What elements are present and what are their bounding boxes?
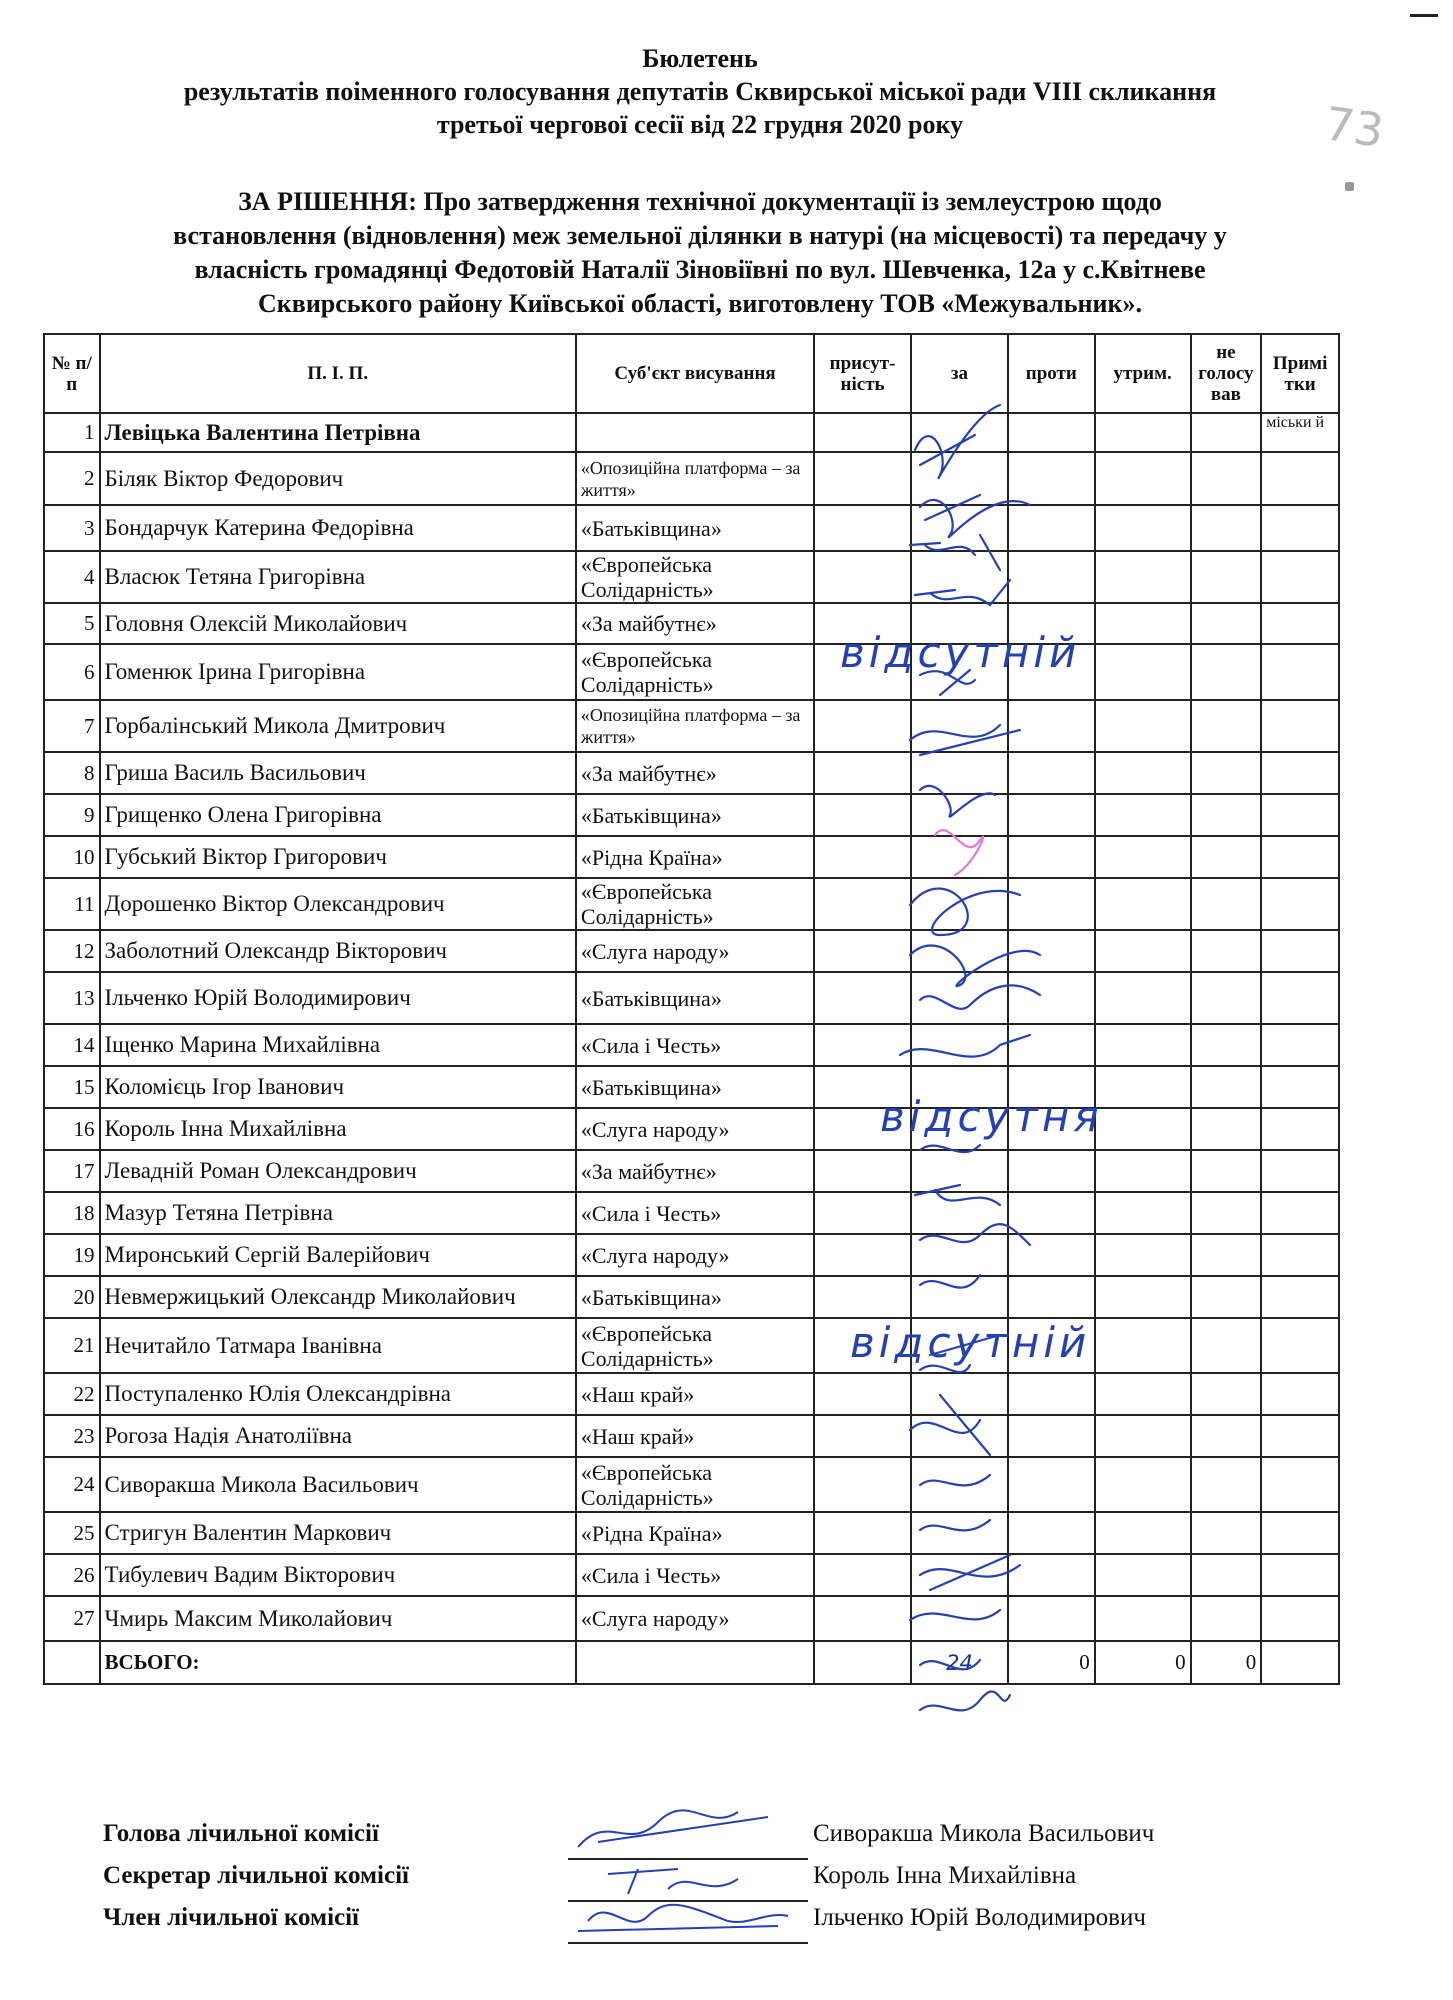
abstain-cell [1095, 1596, 1191, 1641]
row-number: 2 [44, 452, 100, 505]
signature-row-12 [920, 985, 1040, 1008]
not-voted-cell [1191, 1415, 1262, 1457]
abstain-cell [1095, 1276, 1191, 1318]
notes-cell [1261, 1554, 1339, 1596]
vote-table-body [44, 413, 1339, 1641]
member-row [103, 1904, 1303, 1946]
notes-cell [1261, 1457, 1339, 1512]
notes-cell [1261, 930, 1339, 972]
not-voted-cell [1191, 1108, 1262, 1150]
deputy-name: Коломієць Ігор Іванович [100, 1066, 576, 1108]
notes-cell [1261, 752, 1339, 794]
total-for: 24 [911, 1641, 1008, 1684]
row-number: 1 [44, 413, 100, 452]
table-row [44, 1108, 1339, 1150]
decision-line-4: Сквирського району Київської області, виготовлену ТОВ «Межувальник». [258, 289, 1142, 318]
table-row [44, 1596, 1339, 1641]
header-for: за [911, 334, 1008, 413]
notes-cell [1261, 603, 1339, 644]
absent-mark-row-14: відсутня [880, 1092, 1103, 1141]
nominating-party: «Батьківщина» [576, 505, 814, 551]
notes-cell [1261, 1318, 1339, 1373]
decision-line-2: встановлення (відновлення) меж земельної ділянки в натурі (на місцевості) та передачу у [173, 221, 1227, 250]
decision-line-1: ЗА РІШЕННЯ: Про затвердження технічної документації із землеустрою щодо [238, 187, 1162, 216]
nominating-party: «Європейська Солідарність» [576, 1318, 814, 1373]
signature-row-3 [910, 535, 1000, 570]
not-voted-cell [1191, 1318, 1262, 1373]
total-not-voted: 0 [1191, 1641, 1262, 1684]
deputy-name: Дорошенко Віктор Олександрович [100, 878, 576, 930]
deputy-name: Губський Віктор Григорович [100, 836, 576, 878]
deputy-name: Власюк Тетяна Григорівна [100, 551, 576, 603]
abstain-cell [1095, 413, 1191, 452]
nominating-party: «Сила і Честь» [576, 1024, 814, 1066]
table-row [44, 1554, 1339, 1596]
abstain-cell [1095, 1512, 1191, 1554]
signature-row-4 [915, 580, 1010, 605]
notes-cell [1261, 1192, 1339, 1234]
not-voted-cell [1191, 413, 1262, 452]
signature-row-16 [915, 1185, 1000, 1205]
deputy-name: Чмирь Максим Миколайович [100, 1596, 576, 1641]
notes-cell [1261, 1276, 1339, 1318]
deputy-name: Стригун Валентин Маркович [100, 1512, 576, 1554]
notes-cell [1261, 1415, 1339, 1457]
not-voted-cell [1191, 700, 1262, 752]
not-voted-cell [1191, 1150, 1262, 1192]
row-number: 15 [44, 1066, 100, 1108]
table-row [44, 1192, 1339, 1234]
handwritten-page-number: 73 [1321, 96, 1388, 158]
notes-cell: міськи й [1261, 413, 1339, 452]
total-party-cell [576, 1641, 814, 1684]
row-number: 26 [44, 1554, 100, 1596]
not-voted-cell [1191, 836, 1262, 878]
secretary-name: Король Інна Михайлівна [813, 1862, 1077, 1889]
deputy-name: Заболотний Олександр Вікторович [100, 930, 576, 972]
not-voted-cell [1191, 1234, 1262, 1276]
row-number: 14 [44, 1024, 100, 1066]
decision-line-3: власність громадянці Федотовій Наталії Зіновіївні по вул. Шевченка, 12а у с.Квітневе [194, 255, 1206, 284]
bulletin-subtitle-1: результатів поіменного голосування депутатів Сквирської міської ради VIII скликання [183, 77, 1217, 106]
abstain-cell [1095, 930, 1191, 972]
notes-cell [1261, 551, 1339, 603]
scan-speck [1345, 182, 1354, 191]
table-row [44, 700, 1339, 752]
row-number: 4 [44, 551, 100, 603]
abstain-cell [1095, 1066, 1191, 1108]
table-row [44, 1415, 1339, 1457]
table-row [44, 603, 1339, 644]
deputy-name: Невмержицький Олександр Миколайович [100, 1276, 576, 1318]
signature-row-2 [920, 495, 1030, 537]
nominating-party: «Слуга народу» [576, 1596, 814, 1641]
table-row [44, 1457, 1339, 1512]
notes-cell [1261, 1234, 1339, 1276]
signature-row-22 [920, 1475, 990, 1485]
row-number: 20 [44, 1276, 100, 1318]
not-voted-cell [1191, 1373, 1262, 1415]
not-voted-cell [1191, 505, 1262, 551]
nominating-party: «Слуга народу» [576, 1234, 814, 1276]
abstain-cell [1095, 836, 1191, 878]
abstain-cell [1095, 1024, 1191, 1066]
member-role: Член лічильної комісії [103, 1904, 360, 1931]
total-num-cell [44, 1641, 100, 1684]
notes-cell [1261, 505, 1339, 551]
abstain-cell [1095, 603, 1191, 644]
table-row [44, 1024, 1339, 1066]
abstain-cell [1095, 505, 1191, 551]
row-number: 6 [44, 644, 100, 700]
row-number: 27 [44, 1596, 100, 1641]
abstain-cell [1095, 1234, 1191, 1276]
deputy-name: Головня Олексій Миколайович [100, 603, 576, 644]
deputy-name: Поступаленко Юлія Олександрівна [100, 1373, 576, 1415]
row-number: 16 [44, 1108, 100, 1150]
row-number: 23 [44, 1415, 100, 1457]
nominating-party: «Рідна Країна» [576, 836, 814, 878]
decision-text [60, 185, 1340, 321]
signature-row-15 [920, 1145, 980, 1152]
signature-row-24 [920, 1555, 1020, 1590]
deputy-name: Левіцька Валентина Петрівна [100, 413, 576, 452]
notes-cell [1261, 794, 1339, 836]
table-row [44, 1150, 1339, 1192]
table-row [44, 1318, 1339, 1373]
abstain-cell [1095, 878, 1191, 930]
abstain-cell [1095, 1373, 1191, 1415]
row-number: 25 [44, 1512, 100, 1554]
deputy-name: Король Інна Михайлівна [100, 1108, 576, 1150]
not-voted-cell [1191, 972, 1262, 1024]
total-notes-cell [1261, 1641, 1339, 1684]
table-row [44, 1066, 1339, 1108]
notes-cell [1261, 836, 1339, 878]
deputy-name: Гриша Василь Васильович [100, 752, 576, 794]
row-number: 11 [44, 878, 100, 930]
row-number: 5 [44, 603, 100, 644]
notes-cell [1261, 1373, 1339, 1415]
header-not-voted: не голосу вав [1191, 334, 1262, 413]
deputy-name: Іщенко Марина Михайлівна [100, 1024, 576, 1066]
not-voted-cell [1191, 1024, 1262, 1066]
not-voted-cell [1191, 603, 1262, 644]
nominating-party: «Рідна Країна» [576, 1512, 814, 1554]
nominating-party: «За майбутнє» [576, 603, 814, 644]
signature-row-9 [935, 830, 983, 875]
abstain-cell [1095, 700, 1191, 752]
abstain-cell [1095, 551, 1191, 603]
nominating-party: «Сила і Честь» [576, 1554, 814, 1596]
nominating-party: «Європейська Солідарність» [576, 878, 814, 930]
not-voted-cell [1191, 644, 1262, 700]
table-row [44, 644, 1339, 700]
nominating-party [576, 413, 814, 452]
header-name: П. І. П. [100, 334, 576, 413]
deputy-name: Горбалінський Микола Дмитрович [100, 700, 576, 752]
signature-row-11 [910, 946, 1040, 987]
notes-cell [1261, 452, 1339, 505]
nominating-party: «Європейська Солідарність» [576, 551, 814, 603]
nominating-party: «Батьківщина» [576, 972, 814, 1024]
header-against: проти [1008, 334, 1095, 413]
signature-row-17 [920, 1224, 1030, 1245]
table-row [44, 972, 1339, 1024]
not-voted-cell [1191, 752, 1262, 794]
nominating-party: «Опозиційна платформа – за життя» [576, 452, 814, 505]
header-notes: Примі тки [1261, 334, 1339, 413]
signature-row-21 [910, 1395, 990, 1455]
not-voted-cell [1191, 1596, 1262, 1641]
secretary-role: Секретар лічильної комісії [103, 1862, 409, 1889]
nominating-party: «Слуга народу» [576, 930, 814, 972]
abstain-cell [1095, 1554, 1191, 1596]
abstain-cell [1095, 972, 1191, 1024]
total-label: ВСЬОГО: [100, 1641, 576, 1684]
deputy-name: Бондарчук Катерина Федорівна [100, 505, 576, 551]
table-row [44, 1234, 1339, 1276]
notes-cell [1261, 700, 1339, 752]
header-num: № п/п [44, 334, 100, 413]
nominating-party: «Сила і Честь» [576, 1192, 814, 1234]
deputy-name: Мазур Тетяна Петрівна [100, 1192, 576, 1234]
notes-cell [1261, 644, 1339, 700]
nominating-party: «За майбутнє» [576, 752, 814, 794]
total-against: 0 [1008, 1641, 1095, 1684]
nominating-party: «Слуга народу» [576, 1108, 814, 1150]
row-number: 22 [44, 1373, 100, 1415]
deputy-name: Миронський Сергій Валерійович [100, 1234, 576, 1276]
nominating-party: «Наш край» [576, 1373, 814, 1415]
nominating-party: «Наш край» [576, 1415, 814, 1457]
row-number: 9 [44, 794, 100, 836]
not-voted-cell [1191, 1192, 1262, 1234]
table-row [44, 1512, 1339, 1554]
deputy-name: Нечитайло Татмара Іванівна [100, 1318, 576, 1373]
signature-row-7 [910, 725, 1020, 755]
deputy-name: Гоменюк Ірина Григорівна [100, 644, 576, 700]
row-number: 12 [44, 930, 100, 972]
abstain-cell [1095, 644, 1191, 700]
table-row [44, 413, 1339, 452]
signature-row-27 [920, 1691, 1010, 1710]
absent-mark-row-5: відсутній [840, 628, 1081, 677]
signature-row-10 [910, 889, 1020, 935]
nominating-party: «За майбутнє» [576, 1150, 814, 1192]
table-row [44, 878, 1339, 930]
abstain-cell [1095, 452, 1191, 505]
row-number: 19 [44, 1234, 100, 1276]
deputy-name: Ільченко Юрій Володимирович [100, 972, 576, 1024]
notes-cell [1261, 972, 1339, 1024]
row-number: 8 [44, 752, 100, 794]
table-header-row [44, 334, 1339, 413]
notes-cell [1261, 1024, 1339, 1066]
signature-row-23 [920, 1520, 990, 1530]
table-row [44, 1276, 1339, 1318]
signature-row-8 [920, 786, 995, 817]
not-voted-cell [1191, 551, 1262, 603]
abstain-cell [1095, 1192, 1191, 1234]
abstain-cell [1095, 1415, 1191, 1457]
not-voted-cell [1191, 1554, 1262, 1596]
not-voted-cell [1191, 1512, 1262, 1554]
notes-cell [1261, 878, 1339, 930]
notes-cell [1261, 1596, 1339, 1641]
row-number: 21 [44, 1318, 100, 1373]
abstain-cell [1095, 1457, 1191, 1512]
row-number: 10 [44, 836, 100, 878]
table-row [44, 505, 1339, 551]
nominating-party: «Батьківщина» [576, 1066, 814, 1108]
corner-mark [1410, 14, 1438, 17]
not-voted-cell [1191, 878, 1262, 930]
bulletin-subtitle-2: третьої чергової сесії від 22 грудня 2020 року [436, 110, 964, 139]
notes-cell [1261, 1108, 1339, 1150]
not-voted-cell [1191, 452, 1262, 505]
signature-row-13 [900, 1035, 1030, 1057]
row-number: 7 [44, 700, 100, 752]
not-voted-cell [1191, 794, 1262, 836]
nominating-party: «Європейська Солідарність» [576, 644, 814, 700]
chair-name: Сиворакша Микола Васильович [813, 1820, 1155, 1847]
commission-signatures [103, 1820, 1303, 1946]
table-row [44, 794, 1339, 836]
nominating-party: «Батьківщина» [576, 794, 814, 836]
signature-row-18 [920, 1275, 980, 1288]
abstain-cell [1095, 794, 1191, 836]
nominating-party: «Опозиційна платформа – за життя» [576, 700, 814, 752]
table-row [44, 551, 1339, 603]
signature-row-1 [915, 405, 1000, 478]
absent-mark-row-19: відсутній [850, 1318, 1091, 1367]
member-name: Ільченко Юрій Володимирович [813, 1904, 1146, 1931]
not-voted-cell [1191, 1457, 1262, 1512]
notes-cell [1261, 1150, 1339, 1192]
chair-role: Голова лічильної комісії [103, 1820, 379, 1847]
signature-row-26 [920, 1660, 980, 1669]
signature-row-25 [910, 1610, 1000, 1620]
abstain-cell [1095, 1150, 1191, 1192]
notes-cell [1261, 1512, 1339, 1554]
row-number: 17 [44, 1150, 100, 1192]
abstain-cell [1095, 1108, 1191, 1150]
row-number: 3 [44, 505, 100, 551]
total-row [44, 1641, 1339, 1684]
deputy-name: Грищенко Олена Григорівна [100, 794, 576, 836]
row-number: 13 [44, 972, 100, 1024]
row-number: 18 [44, 1192, 100, 1234]
table-row [44, 836, 1339, 878]
table-row [44, 752, 1339, 794]
table-row [44, 452, 1339, 505]
not-voted-cell [1191, 1066, 1262, 1108]
bulletin-title: Бюлетень [642, 44, 758, 73]
deputy-name: Біляк Віктор Федорович [100, 452, 576, 505]
member-signature [568, 1886, 808, 1942]
total-abstain: 0 [1095, 1641, 1191, 1684]
header-abstain: утрим. [1095, 334, 1191, 413]
header-present: присут-ність [814, 334, 911, 413]
not-voted-cell [1191, 1276, 1262, 1318]
deputy-name: Рогоза Надія Анатоліївна [100, 1415, 576, 1457]
deputy-name: Сиворакша Микола Васильович [100, 1457, 576, 1512]
not-voted-cell [1191, 930, 1262, 972]
nominating-party: «Європейська Солідарність» [576, 1457, 814, 1512]
header-party: Суб'єкт висування [576, 334, 814, 413]
abstain-cell [1095, 752, 1191, 794]
table-row [44, 930, 1339, 972]
notes-cell [1261, 1066, 1339, 1108]
member-signature-line [568, 1942, 808, 1944]
bulletin-header [40, 42, 1360, 141]
nominating-party: «Батьківщина» [576, 1276, 814, 1318]
deputy-name: Тибулевич Вадим Вікторович [100, 1554, 576, 1596]
abstain-cell [1095, 1318, 1191, 1373]
table-row [44, 1373, 1339, 1415]
vote-table [43, 333, 1340, 1685]
row-number: 24 [44, 1457, 100, 1512]
deputy-name: Левадній Роман Олександрович [100, 1150, 576, 1192]
